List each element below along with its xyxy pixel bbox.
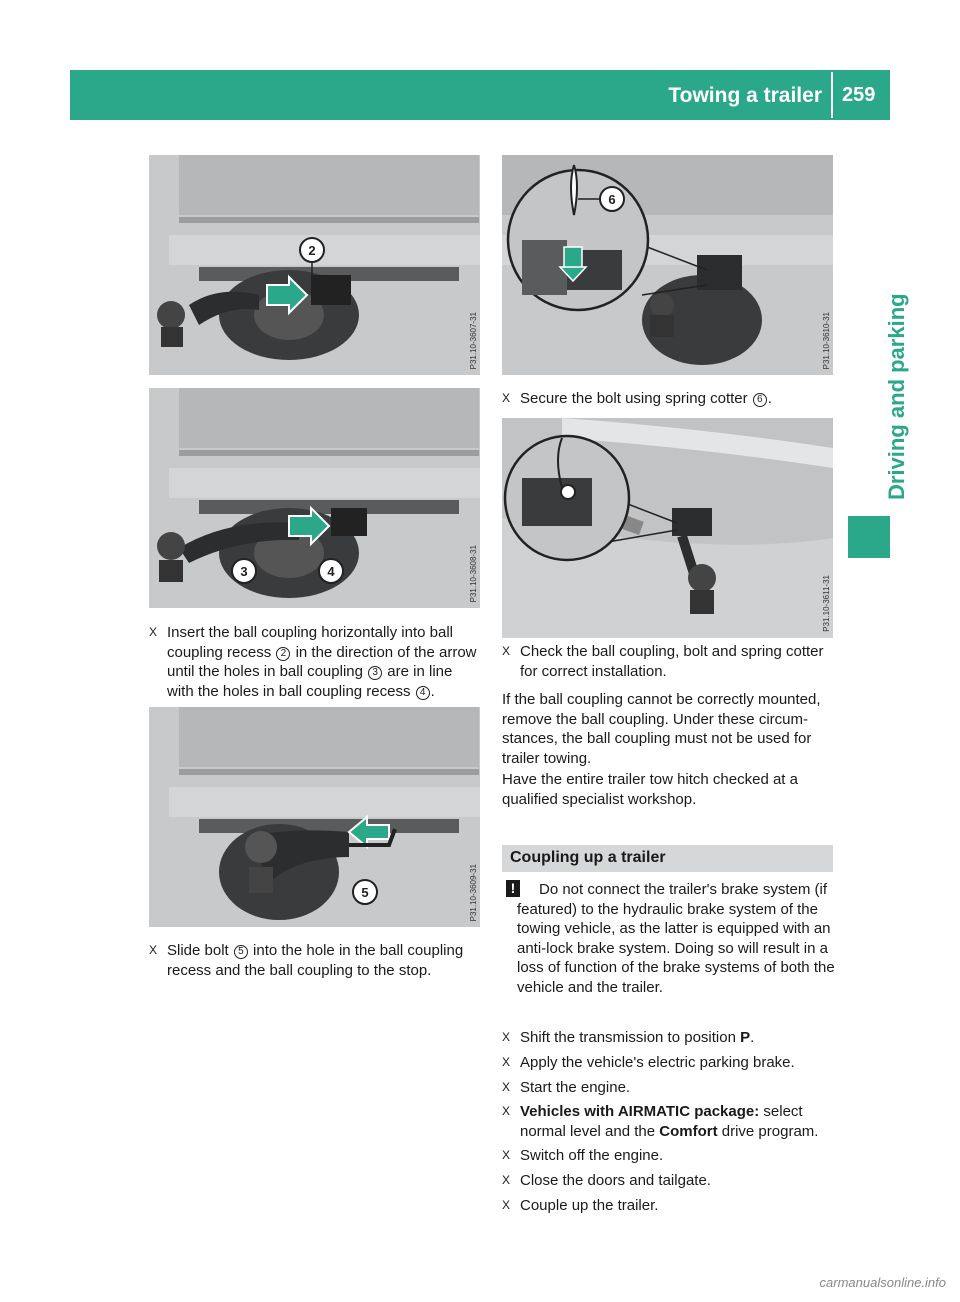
figure-code: P31.10-3607-31	[469, 311, 478, 369]
warning-text	[508, 880, 835, 997]
step-text: select normal level and the	[520, 1103, 803, 1140]
callout-ref-4: 4	[416, 686, 430, 700]
callout-3: 3	[240, 564, 248, 579]
step-insert-ball-coupling	[149, 623, 482, 701]
step-arrow-icon: X	[502, 391, 511, 405]
page-number: 259	[842, 84, 876, 106]
warning-icon: !	[506, 880, 520, 897]
step-bold: P	[740, 1029, 751, 1046]
callout-ref-5: 5	[234, 945, 248, 959]
step-text: drive program.	[717, 1122, 819, 1140]
figure-3-slide-bolt	[149, 707, 480, 927]
step-text: .	[767, 390, 772, 407]
step-text: Shift the transmission to position	[520, 1029, 741, 1046]
step-close-doors	[502, 1171, 835, 1191]
figure-code: P31.10-3608-31	[469, 544, 478, 602]
figure-2-holes-aligned	[149, 388, 480, 608]
paragraph-mount-failure: If the ball coupling cannot be correctly mounted, remove the ball coupling. Under these circum-stances, the ball coupling must not be used for trailer towing.	[502, 691, 821, 767]
step-bold: Vehicles with AIRMATIC package:	[520, 1103, 760, 1120]
figure-1-illustration	[149, 155, 480, 375]
callout-ref-3: 3	[368, 666, 382, 680]
figure-4-spring-cotter	[502, 155, 833, 375]
step-arrow-icon: X	[502, 644, 511, 658]
step-switch-off-engine	[502, 1146, 835, 1166]
figure-code: P31.10-3611-31	[822, 575, 831, 632]
step-arrow-icon: X	[502, 1198, 511, 1212]
watermark: carmanualsonline.info	[819, 1275, 946, 1290]
step-bold: Comfort	[659, 1122, 718, 1140]
section-heading-text: Coupling up a trailer	[510, 849, 666, 866]
callout-6: 6	[608, 192, 616, 207]
step-text: .	[750, 1029, 755, 1046]
step-text: Switch off the engine.	[520, 1147, 664, 1164]
section-heading-coupling-up	[502, 845, 833, 872]
side-chapter-text: Driving and parking	[884, 293, 909, 500]
side-chapter-label	[840, 130, 909, 500]
step-arrow-icon: X	[502, 1173, 511, 1187]
figure-5-check-installation	[502, 418, 833, 638]
figure-4-illustration	[502, 155, 833, 375]
side-color-block	[848, 516, 890, 558]
figure-5-illustration	[502, 418, 833, 638]
step-secure-bolt	[502, 389, 835, 409]
step-text: Apply the vehicle's electric parking brake.	[520, 1054, 795, 1071]
step-couple-trailer	[502, 1196, 835, 1216]
step-text: .	[430, 682, 435, 700]
callout-5: 5	[361, 885, 369, 900]
step-shift-transmission	[502, 1028, 835, 1048]
step-arrow-icon: X	[502, 1104, 511, 1118]
step-text: Insert the ball coupling horizontally into ball coupling recess	[167, 624, 454, 661]
paragraph-specialist-check: Have the entire trailer tow hitch checked at a qualified specialist workshop.	[502, 771, 798, 808]
step-text: into the hole in the ball coupling recess and the ball coupling to the stop.	[167, 942, 464, 979]
callout-ref-6: 6	[753, 393, 767, 407]
figure-1-ball-coupling-insert	[149, 155, 480, 375]
step-arrow-icon: X	[149, 625, 158, 639]
step-parking-brake	[502, 1053, 835, 1073]
step-arrow-icon: X	[502, 1080, 511, 1094]
callout-4: 4	[327, 564, 335, 579]
step-airmatic	[502, 1102, 835, 1141]
figure-code: P31.10-3610-31	[822, 311, 831, 369]
figure-3-illustration	[149, 707, 480, 927]
step-arrow-icon: X	[502, 1030, 511, 1044]
step-slide-bolt	[149, 941, 482, 980]
step-arrow-icon: X	[502, 1148, 511, 1162]
step-text: Check the ball coupling, bolt and spring cotter for correct installation.	[520, 643, 824, 680]
section-title: Towing a trailer	[668, 84, 822, 107]
step-text: Start the engine.	[520, 1079, 631, 1096]
figure-2-illustration	[149, 388, 480, 608]
step-start-engine	[502, 1078, 835, 1098]
step-text: are in line with the holes in ball coupling recess	[167, 663, 453, 700]
warning-body: Do not connect the trailer's brake system (if featured) to the hydraulic brake system of the towing vehicle, as the latter is equipped with an anti-lock brake system. Doing so will result in a loss of function of the brake systems of both the vehicle and the trailer.	[517, 881, 835, 996]
step-text: Slide bolt	[167, 942, 233, 959]
step-text: Close the doors and tailgate.	[520, 1172, 711, 1189]
figure-code: P31.10-3609-31	[469, 863, 478, 921]
step-check-installation	[502, 642, 835, 681]
step-text: in the direction of the arrow until the holes in ball coupling	[167, 643, 477, 680]
step-text: Secure the bolt using spring cotter	[520, 390, 752, 407]
step-text: Couple up the trailer.	[520, 1197, 659, 1214]
callout-ref-2: 2	[276, 647, 290, 661]
step-arrow-icon: X	[149, 943, 158, 957]
header-separator	[831, 72, 833, 118]
callout-2: 2	[308, 243, 316, 258]
step-arrow-icon: X	[502, 1055, 511, 1069]
